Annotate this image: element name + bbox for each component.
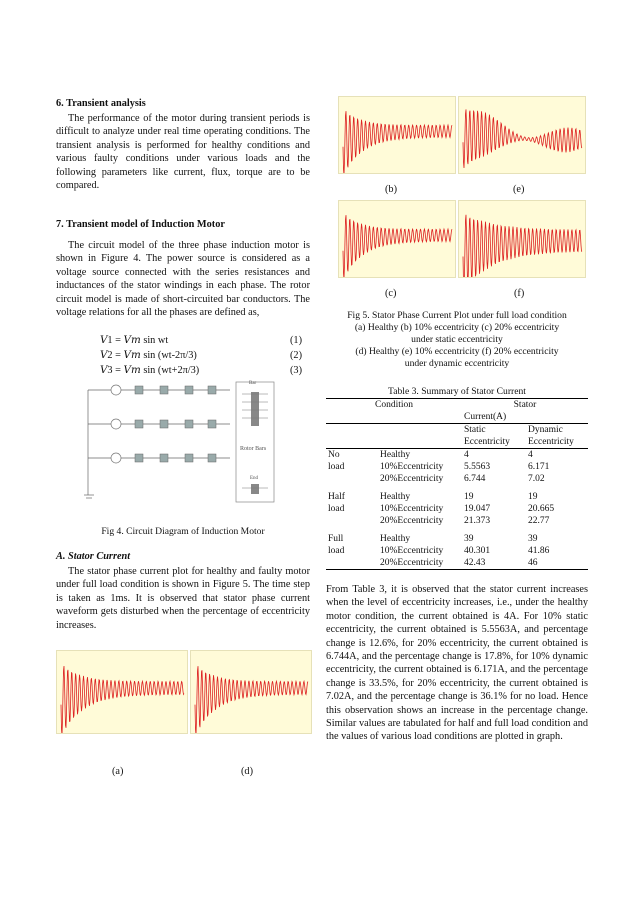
plot-c-label: (c) (385, 288, 397, 299)
fig5-caption-line3: under static eccentricity (411, 334, 503, 345)
table-row: 20%Eccentricity 42.43 46 (326, 557, 588, 570)
plot-a-label: (a) (112, 766, 124, 777)
plot-c (338, 200, 456, 278)
plot-e (458, 96, 586, 174)
header-current: Current(A) (464, 412, 507, 422)
header-dynamic: Dynamic (528, 425, 563, 435)
plot-d-label: (d) (241, 766, 254, 777)
table-row: Half Healthy 19 19 (328, 492, 538, 502)
table3 (326, 398, 588, 570)
section-6-heading: 6. Transient analysis (56, 98, 146, 109)
equation-1: 𝑉1 = 𝑉𝑚 sin wt (1) (100, 335, 303, 346)
header-static: Static (464, 425, 486, 435)
section-6-paragraph: The performance of the motor during transient periods is difficult to analyze under real time operating conditions. The transient analysis is performed for healthy conditions and various faulty conditions under various loads and the following parameters like current, flux, torque are to be compared. (56, 113, 310, 192)
fig5-caption (326, 310, 588, 370)
header-static-2: Eccentricity (464, 437, 510, 447)
plot-d (190, 650, 312, 734)
header-stator: Stator (513, 400, 537, 410)
equations (56, 333, 310, 378)
fig5-caption-line5: under dynamic eccentricity (404, 358, 510, 369)
circuit-label-bar: Bar (249, 381, 257, 386)
plot-b (338, 96, 456, 174)
table-row: No Healthy 4 4 (328, 450, 533, 460)
table-row: Full Healthy 39 39 (328, 534, 538, 544)
fig4-caption: Fig 4. Circuit Diagram of Induction Motor (101, 526, 265, 537)
table-row: 20%Eccentricity 6.744 7.02 (380, 474, 545, 484)
fig5-caption-line2: (a) Healthy (b) 10% eccentricity (c) 20% eccentricity (354, 322, 560, 333)
circuit-diagram (80, 380, 276, 512)
table-row: load 10%Eccentricity 19.047 20.665 (328, 504, 555, 514)
table3-title: Table 3. Summary of Stator Current (388, 386, 526, 397)
fig5-caption-line1: Fig 5. Stator Phase Current Plot under full load condition (347, 310, 567, 321)
table-row: load 10%Eccentricity 40.301 41.86 (328, 546, 550, 556)
plot-b-label: (b) (385, 184, 398, 195)
circuit-label-end: End (250, 476, 259, 481)
section-7-heading: 7. Transient model of Induction Motor (56, 219, 225, 230)
section-a-heading: A. Stator Current (56, 551, 131, 562)
header-condition: Condition (374, 400, 413, 410)
stator-current-table (326, 398, 588, 570)
table-row: load 10%Eccentricity 5.5563 6.171 (328, 462, 550, 472)
plot-f (458, 200, 586, 278)
equation-3: 𝑉3 = 𝑉𝑚 sin (wt+2π/3) (3) (100, 365, 303, 376)
table-row: 20%Eccentricity 21.373 22.77 (380, 516, 550, 526)
plot-e-label: (e) (513, 184, 525, 195)
header-dynamic-2: Eccentricity (528, 437, 574, 447)
fig5-caption-line4: (d) Healthy (e) 10% eccentricity (f) 20% eccentricity (355, 346, 559, 357)
conclusion-paragraph: From Table 3, it is observed that the stator current increases when the level of eccentricity increases, i.e., under the healthy motor condition, the current obtained is 4A. For 10% static eccentricity, the current obtained is 5.5563A, and percentage change is 12.6%, for 20% eccentricity, the current obtained is 6.744A, and the percentage change is 17.8%, for 10% dynamic eccentricity, the current obtained is 6.171A, and the percentage change is 33.5%, for 20% eccentricity, the current obtained is 7.02A, and the percentage change is 36.1% for no load. Hence this observation shows an increase in the percentage change. Similar values are tabulated for half and full load condition and the values of various load conditions are plotted in graph. (326, 584, 588, 743)
plot-a (56, 650, 188, 734)
section-a-paragraph: The stator phase current plot for healthy and faulty motor under full load condition is shown in Figure 5. The time step is taken as 1ms. It is observed that stator phase current waveform gets disturbed when the percentage of eccentricity increases. (56, 566, 310, 631)
section-7-paragraph: The circuit model of the three phase induction motor is shown in Figure 4. The power source is considered as a voltage source connected with the series resistances and inductances of the stator windings in each phase. The rotor circuit model is made of short-circuited bar conductors. The voltage relations for all the phases are defined as, (56, 240, 310, 319)
plot-f-label: (f) (514, 288, 525, 299)
equation-2: 𝑉2 = 𝑉𝑚 sin (wt-2π/3) (2) (100, 350, 303, 361)
circuit-label-rotor-bars: Rotor Bars (240, 446, 267, 452)
